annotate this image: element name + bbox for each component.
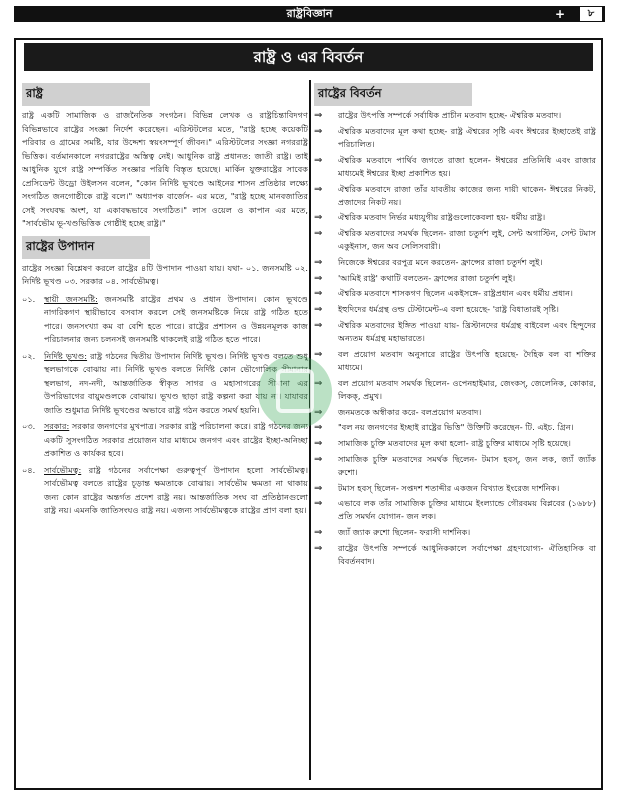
arrow-icon: ⇒ [314,437,323,449]
section-heading-evolution: রাষ্ট্রের বিবর্তন [314,83,472,106]
bullet-text: ঐশ্বরিক মতবাদের সমর্থক ছিলেন- রাজা চতুর্দশ লুই, সেন্ট অগাস্টিন, সেন্ট টমাস একুইনাস, জন অব সেলিসবারী। [338,228,596,252]
bullet-text: ঐশ্বরিক মতবাদে পার্থিব জগতে রাজা হলেন- ঈশ্বরের প্রতিনিধি এবং রাজার মাধ্যমেই ঈশ্বরের ইচ্ছা প্রকাশিত হয়। [338,154,596,178]
bullet-text: বল প্রয়োগ মতবাদ অনুসারে রাষ্ট্রের উৎপত্তি হয়েছে- দৈহিক বল বা শক্তির মাধ্যমে। [338,348,596,372]
item-number: ০২. [22,350,36,361]
item-term: নির্দিষ্ট ভূখণ্ড: [44,350,88,361]
bullet-item [314,303,596,316]
arrow-icon: ⇒ [314,304,323,316]
item-text: সরকার জনগণের মুখপাত্র। সরকার রাষ্ট্র পরিচালনা করে। রাষ্ট্র গঠনের জন্য একটি সুসংগঠিত সরকার প্রয়োজন যার মাধ্যমে জনগণ এবং রাষ্ট্রের ইচ্ছা-অনিচ্ছা প্রকাশিত ও কার্যকর হবে। [44,421,308,458]
book-logo-icon [258,355,332,429]
book-shape [276,369,314,413]
arrow-icon: ⇒ [314,453,323,465]
bullet-item [314,154,596,180]
arrow-icon: ⇒ [314,272,323,284]
bullet-item [314,526,596,539]
list-item [22,420,308,461]
bullet-item [314,256,596,269]
list-item [22,293,308,347]
bullet-text: জনমতকে অস্বীকার করে- বলপ্রয়োগ মতবাদ। [338,406,482,417]
item-term: সরকার: [44,421,70,431]
arrow-icon: ⇒ [314,422,323,434]
bullet-item [314,377,596,403]
item-term: সার্বভৌমত্ব: [44,464,82,475]
right-column [314,82,596,778]
bullet-text: রাষ্ট্রের উৎপত্তি সম্পর্কে সর্বাধিক প্রাচীন মতবাদ হচ্ছে- ঐশ্বরিক মতবাদ। [338,110,562,120]
arrow-icon: ⇒ [314,125,323,137]
bullet-text: সামাজিক চুক্তি মতবাদের মূল কথা হলো- রাষ্ট্র চুক্তির মাধ্যমে সৃষ্টি হয়েছে। [338,437,571,448]
header-title: রাষ্ট্রবিজ্ঞান [286,7,333,20]
item-text: জনসমষ্টি রাষ্ট্রের প্রথম ও প্রধান উপাদান। কোন ভূখণ্ডে নাগরিকগণ স্থায়ীভাবে বসবাস করলে সেই জনসমষ্টিকে নিয়ে রাষ্ট্র গঠিত হতে পারে। জনসংখ্যা কম বা বেশি হতে পারে। রাষ্ট্রের প্রশাসন ও উন্নয়নমূলক কাজ পরিচালনার জন্য চলনসই জনসমষ্টি থাকলেই রাষ্ট্র গঠিত হতে পারে। [44,293,308,344]
bullet-item [314,437,596,450]
bullet-text: সামাজিক চুক্তি মতবাদের সমর্থক ছিলেন- টমাস হবস্, জন লক, জ্যাঁ জ্যাঁক রুশো। [338,453,596,477]
bullet-item [314,348,596,374]
header-plus: + [554,7,565,21]
bullet-text: ইহুদিদের ধর্মগ্রন্থ ওল্ড টেস্টামেন্ট-এ বলা হয়েছে- 'রাষ্ট্র বিধাতারই সৃষ্টি। [338,304,559,315]
item-text: রাষ্ট্র গঠনের দ্বিতীয় উপাদান নির্দিষ্ট ভূখণ্ড। নির্দিষ্ট ভূখণ্ড বলতে শুধু স্থলভাগকে বোঝায় না। নির্দিষ্ট ভূখণ্ড বলতে নির্দিষ্ট কোন ভৌগোলিক সীমানার স্থলভাগ, নদ-নদী, আন্তর্জাতিক স্বীকৃত সাগর ও মহাসাগরের সীমানা এর উপরিভাগের বায়ুমণ্ডলকে বোঝায়। ভূখণ্ড ছাড়া রাষ্ট্র কল্পনা করা যায় না। যাযাবর জাতি শুধুমাত্র নির্দিষ্ট ভূখণ্ডের অভাবে রাষ্ট্র গঠন করতে সমর্থ হয়নি। [44,350,308,415]
arrow-icon: ⇒ [314,498,323,510]
bullet-item [314,319,596,345]
left-column [22,82,308,778]
bullet-text: বল প্রয়োগ মতবাদ সমর্থক ছিলেন- ওপেনহাইমার, জেংকস্, জেলেনিক, কোকার, লিকক্, প্রমুখ। [338,377,596,401]
bullet-text: নিজেকে ঈশ্বরের বরপুত্র মনে করতেন- ফ্রান্সের রাজা চতুর্দশ লুই। [338,257,543,268]
section-heading-state: রাষ্ট্র [22,83,150,106]
bullet-item [314,482,596,495]
elements-intro-paragraph: রাষ্ট্রের সংজ্ঞা বিশ্লেষণ করলে রাষ্ট্রের ৪টি উপাদান পাওয়া যায়। যথা- ০১. জনসমষ্টি ০২. নির্দিষ্ট ভূখণ্ড ০৩. সরকার ০৪. সার্বভৌমত্ব। [22,262,308,286]
bullet-text: ঐশ্বরিক মতবাদের মূল কথা হচ্ছে- রাষ্ট্র ঐশ্বরের সৃষ্টি এবং ঈশ্বরের ইচ্ছাতেই রাষ্ট্র পরিচালিত। [338,125,596,149]
bullet-item [314,211,596,224]
arrow-icon: ⇒ [314,348,323,360]
arrow-icon: ⇒ [314,183,323,195]
arrow-icon: ⇒ [314,527,323,539]
arrow-icon: ⇒ [314,406,323,418]
item-number: ০১. [22,293,36,304]
state-definition-paragraph: রাষ্ট্র একটি সামাজিক ও রাজনৈতিক সংগঠন। বিভিন্ন লেখক ও রাষ্ট্রচিন্তাবিদগণ বিভিন্নভাবে রাষ্ট্রের সংজ্ঞা নির্দেশ করেছেন। এরিস্টটলের মতে, "রাষ্ট্র হচ্ছে কয়েকটি পরিবার ও গ্রামের সমষ্টি, যার উদ্দেশ্য স্বয়ংসম্পূর্ণ জীবন।" এরিস্টটলের সংজ্ঞা নগররাষ্ট্র ভিত্তিক। বর্তমানকালে নগররাষ্ট্রের অস্তিত্ব নেই। আধুনিক রাষ্ট্র প্রধানত: জাতী রাষ্ট্র। তাই আধুনিক যুগে রাষ্ট্র সম্পর্কিত সংজ্ঞার পরিধি বিস্তৃত হয়েছে। মার্কিন যুক্তরাষ্ট্রের সাবেক প্রেসিডেন্ট উড্রো উইলসন বলেন, "কোন নির্দিষ্ট ভূখণ্ডে আইনের শাসন প্রতিষ্ঠার লক্ষ্যে সংগঠিত জনগোষ্ঠীকে রাষ্ট্র বলে।" অধ্যাপক বার্জেস- এর মতে, "রাষ্ট্র হচ্ছে মানবজাতির সেই সংঘবদ্ধ অংশ, যা একাবদ্ধভাবে সংগঠিত।" লাস ওয়েল ও কাপান এর মতে, "সার্বভৌম ভূ-খণ্ডভিত্তিক গোষ্ঠীই হচ্ছে রাষ্ট্র।" [22,110,308,228]
arrow-icon: ⇒ [314,482,323,494]
bullet-item [314,421,596,434]
arrow-icon: ⇒ [314,288,323,300]
bullet-text: ঐশ্বরিক মতবাদের ইঙ্গিত পাওয়া যায়- খ্রিস্টানদের ধর্মগ্রন্থ বাইবেল এবং হিন্দুদের অন্যতম ধর্মগ্রন্থ মহাভারতে। [338,319,596,344]
arrow-icon: ⇒ [314,110,323,121]
chapter-title: রাষ্ট্র ও এর বিবর্তন [24,43,593,71]
section-heading-elements: রাষ্ট্রের উপাদান [22,236,150,259]
arrow-icon: ⇒ [314,154,323,166]
bullet-text: টমাস হবস্ ছিলেন- সপ্তদশ শতাব্দীর একজন বিখ্যাত ইংরেজ দার্শনিক। [338,482,560,493]
bullet-text: ঐশ্বরিক মতবাদে শাসকগণ ছিলেন একইসঙ্গে- রাষ্ট্রপ্রধান এবং ধর্মীয় প্রধান। [338,288,573,299]
arrow-icon: ⇒ [314,212,323,224]
bullet-item [314,497,596,523]
arrow-icon: ⇒ [314,228,323,240]
bullet-text: এভাবে লক তাঁর সামাজিক চুক্তির মাধ্যমে ইংল্যান্ডে গৌরবময় বিপ্লবের (১৬৮৮) প্রতি সমর্থন যোগান- জন লক। [338,498,596,522]
page-number: ৮ [580,7,602,21]
bullet-item [314,183,596,209]
bullet-text: রাষ্ট্রের উৎপত্তি সম্পর্কে আধুনিককালে সর্বাপেক্ষা গ্রহণযোগ্য- ঐতিহাসিক বা বিবর্তনবাদ। [338,542,596,567]
item-text: রাষ্ট্র গঠনের সর্বাপেক্ষা গুরুত্বপূর্ণ উপাদান হলো সার্বভৌমত্ব। সার্বভৌমত্ব বলতে রাষ্ট্রের চূড়ান্ত ক্ষমতাকে বোঝায়। সার্বভৌম ক্ষমতা না থাকায় জন্য কোন রাষ্ট্রের অন্তর্গত প্রদেশ রাষ্ট্র নয়। আন্তর্জাতিক সংঘ বা প্রতিষ্ঠানগুলো রাষ্ট্র নয়। এমনকি জাতিসংঘও রাষ্ট্র নয়। এজন্য সার্বভৌমত্বকে রাষ্ট্রের প্রাণ বলা হয়। [44,464,308,515]
column-divider [309,80,311,780]
bullet-text: ঐশ্বরিক মতবাদে রাজা তাঁর যাবতীয় কাজের জন্য দায়ী থাকেন- ঈশ্বরের নিকট, প্রজাদের নিকট নয়। [338,183,596,207]
bullet-item [314,453,596,479]
item-number: ০৩. [22,421,36,431]
bullet-text: 'আমিই রাষ্ট্র' কথাটি বলতেন- ফ্রান্সের রাজা চতুর্দশ লুই। [338,272,516,283]
list-item [22,464,308,518]
item-term: স্থায়ী জনসমষ্টি: [44,293,98,304]
bullet-item [314,287,596,300]
bullet-item [314,272,596,285]
bullet-text: জ্যাঁ জ্যাক রুশো ছিলেন- ফরাসী দার্শনিক। [338,527,471,538]
bullet-item [314,227,596,253]
bullet-item [314,109,596,122]
bullet-item [314,125,596,151]
arrow-icon: ⇒ [314,257,323,269]
arrow-icon: ⇒ [314,542,323,554]
running-header [14,6,605,22]
bullet-item [314,406,596,419]
evolution-bullet-list [314,109,596,568]
bullet-text: ঐশ্বরিক মতবাদ নির্ভর মধ্যযুগীয় রাষ্ট্রগুলোকেবলা হয়- ধর্মীয় রাষ্ট্র। [338,212,546,223]
bullet-text: "বল নয় জনগণের ইচ্ছাই রাষ্ট্রের ভিত্তি" উক্তিটি করেছেন- টি. এইচ. গ্রিন। [338,422,574,433]
bullet-item [314,542,596,568]
arrow-icon: ⇒ [314,377,323,389]
arrow-icon: ⇒ [314,319,323,331]
item-number: ০৪. [22,464,36,475]
